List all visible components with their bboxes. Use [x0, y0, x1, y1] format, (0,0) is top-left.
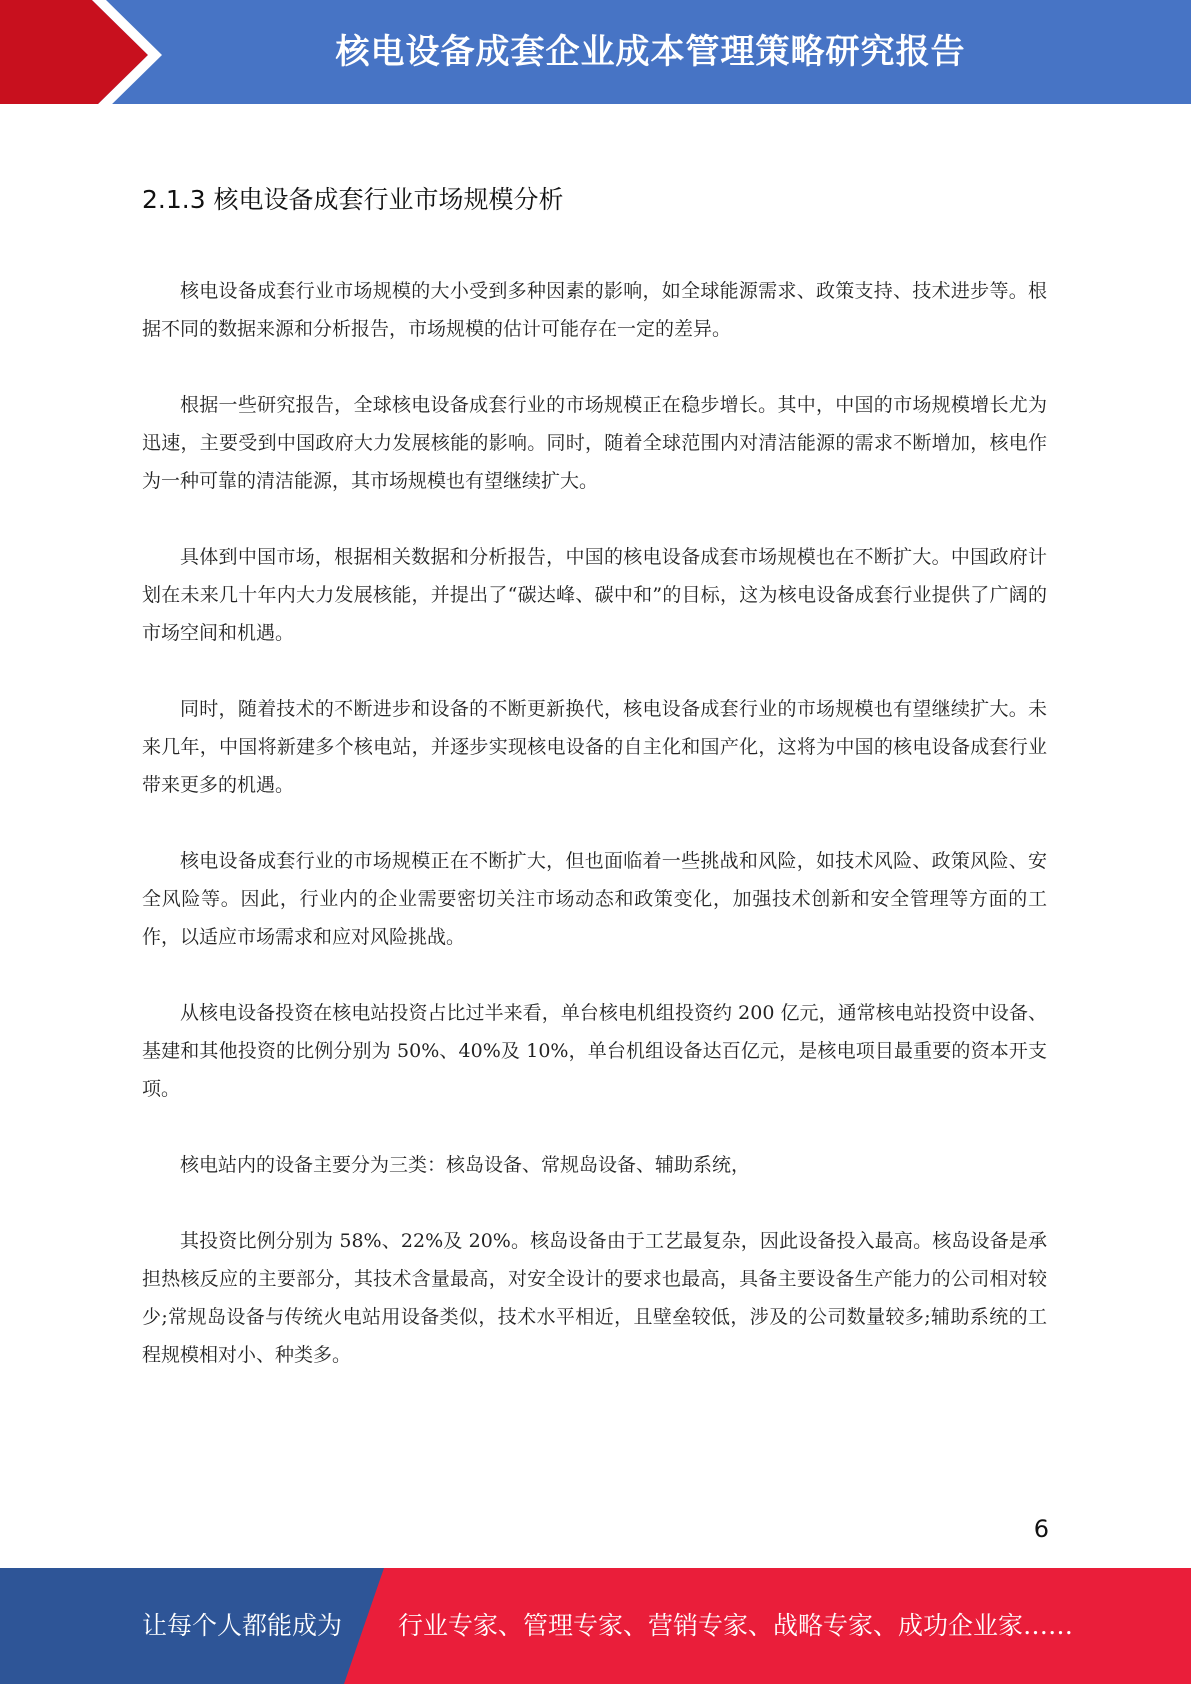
- page-header: [0, 0, 1191, 110]
- paragraph: 根据一些研究报告，全球核电设备成套行业的市场规模正在稳步增长。其中，中国的市场规模增长尤为迅速，主要受到中国政府大力发展核能的影响。同时，随着全球范围内对清洁能源的需求不断增加，核电作为一种可靠的清洁能源，其市场规模也有望继续扩大。: [142, 394, 1047, 492]
- body-text: [142, 272, 1047, 1412]
- footer-slogan-right: 行业专家、管理专家、营销专家、战略专家、成功企业家……: [398, 1611, 1074, 1640]
- footer-slogan-left: 让每个人都能成为: [142, 1611, 343, 1640]
- paragraph: 核电设备成套行业的市场规模正在不断扩大，但也面临着一些挑战和风险，如技术风险、政策风险、安全风险等。因此，行业内的企业需要密切关注市场动态和政策变化，加强技术创新和安全管理等方面的工作，以适应市场需求和应对风险挑战。: [142, 850, 1047, 948]
- paragraph: 具体到中国市场，根据相关数据和分析报告，中国的核电设备成套市场规模也在不断扩大。中国政府计划在未来几十年内大力发展核能，并提出了“碳达峰、碳中和”的目标，这为核电设备成套行业提供了广阔的市场空间和机遇。: [142, 546, 1047, 644]
- paragraph: 从核电设备投资在核电站投资占比过半来看，单台核电机组投资约 200 亿元，通常核电站投资中设备、基建和其他投资的比例分别为 50%、40%及 10%，单台机组设备达百亿元，是核电项目最重要的资本开支项。: [142, 1002, 1047, 1100]
- paragraph: 其投资比例分别为 58%、22%及 20%。核岛设备由于工艺最复杂，因此设备投入最高。核岛设备是承担热核反应的主要部分，其技术含量最高，对安全设计的要求也最高，具备主要设备生产能力的公司相对较少;常规岛设备与传统火电站用设备类似，技术水平相近，且壁垒较低，涉及的公司数量较多;辅助系统的工程规模相对小、种类多。: [142, 1230, 1047, 1366]
- report-title: 核电设备成套企业成本管理策略研究报告: [335, 32, 966, 72]
- header-bottom-gap: [0, 104, 1191, 110]
- page-footer: [0, 1568, 1191, 1684]
- header-red-arrow: [0, 0, 148, 110]
- section-heading: 2.1.3 核电设备成套行业市场规模分析: [142, 185, 564, 214]
- paragraph: 核电设备成套行业市场规模的大小受到多种因素的影响，如全球能源需求、政策支持、技术进步等。根据不同的数据来源和分析报告，市场规模的估计可能存在一定的差异。: [142, 280, 1047, 340]
- paragraph: 核电站内的设备主要分为三类：核岛设备、常规岛设备、辅助系统，: [180, 1154, 751, 1176]
- paragraph: 同时，随着技术的不断进步和设备的不断更新换代，核电设备成套行业的市场规模也有望继续扩大。未来几年，中国将新建多个核电站，并逐步实现核电设备的自主化和国产化，这将为中国的核电设备成套行业带来更多的机遇。: [142, 698, 1047, 796]
- page-number: 6: [1033, 1515, 1049, 1543]
